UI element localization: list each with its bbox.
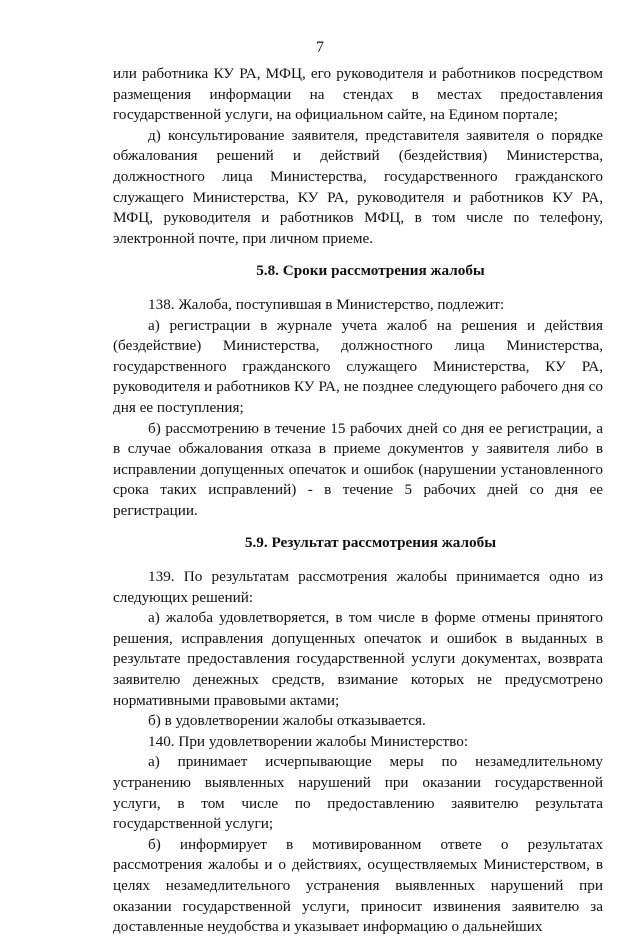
section-heading-5-9: 5.9. Результат рассмотрения жалобы: [244, 534, 497, 552]
paragraph-140-a: а) принимает исчерпывающие меры по незамедлительному устранению выявленных нарушений при оказании государственной услуги, в том числе по предоставлению заявителю результата государственной услуги;: [113, 753, 603, 833]
paragraph-138: 138. Жалоба, поступившая в Министерство, подлежит:: [148, 295, 505, 313]
paragraph-item-d-consulting: д) консультирование заявителя, представителя заявителя о порядке обжалования решений и действий (бездействия) Министерства, должностного лица Министерства, государственного гражданского служащего Министерства, КУ РА, руководителя и работников КУ РА, МФЦ, руководителя и работников МФЦ, в том числе по телефону, электронной почте, при личном приеме.: [113, 126, 603, 247]
paragraph-continuation: или работника КУ РА, МФЦ, его руководителя и работников посредством размещения информации на стендах в местах предоставления государственной услуги, на официальном сайте, на Едином портале;: [113, 65, 603, 124]
document-body: [113, 64, 603, 938]
paragraph-138-a: а) регистрации в журнале учета жалоб на решения и действия (бездействие) Министерства, должностного лица Министерства, государственного гражданского служащего Министерства, КУ РА, руководителя и работников КУ РА, не позднее следующего рабочего дня со дня ее поступления;: [113, 316, 603, 416]
paragraph-140-b: б) информирует в мотивированном ответе о результатах рассмотрения жалобы и о действиях, осуществляемых Министерством, в целях незамедлительного устранения выявленных нарушений при оказании государственной услуги, приносит извинения заявителю за доставленные неудобства и указывает информацию о дальнейших: [113, 835, 603, 936]
section-heading-5-8: 5.8. Сроки рассмотрения жалобы: [256, 262, 485, 280]
paragraph-139-b: б) в удовлетворении жалобы отказывается.: [148, 712, 426, 730]
page-number: 7: [316, 39, 324, 56]
paragraph-139: 139. По результатам рассмотрения жалобы принимается одно из следующих решений:: [113, 568, 603, 606]
paragraph-140: 140. При удовлетворении жалобы Министерство:: [148, 732, 469, 750]
paragraph-139-a: а) жалоба удовлетворяется, в том числе в форме отмены принятого решения, исправления допущенных опечаток и ошибок в выданных в результате предоставления государственной услуги документах, возврата заявителю денежных средств, взимание которых не предусмотрено нормативными правовыми актами;: [113, 609, 603, 709]
paragraph-138-b: б) рассмотрению в течение 15 рабочих дней со дня ее регистрации, а в случае обжалования отказа в приеме документов у заявителя либо в исправлении допущенных опечаток и ошибок (нарушении установленного срока таких исправлений) - в течение 5 рабочих дней со дня ее регистрации.: [113, 419, 603, 519]
